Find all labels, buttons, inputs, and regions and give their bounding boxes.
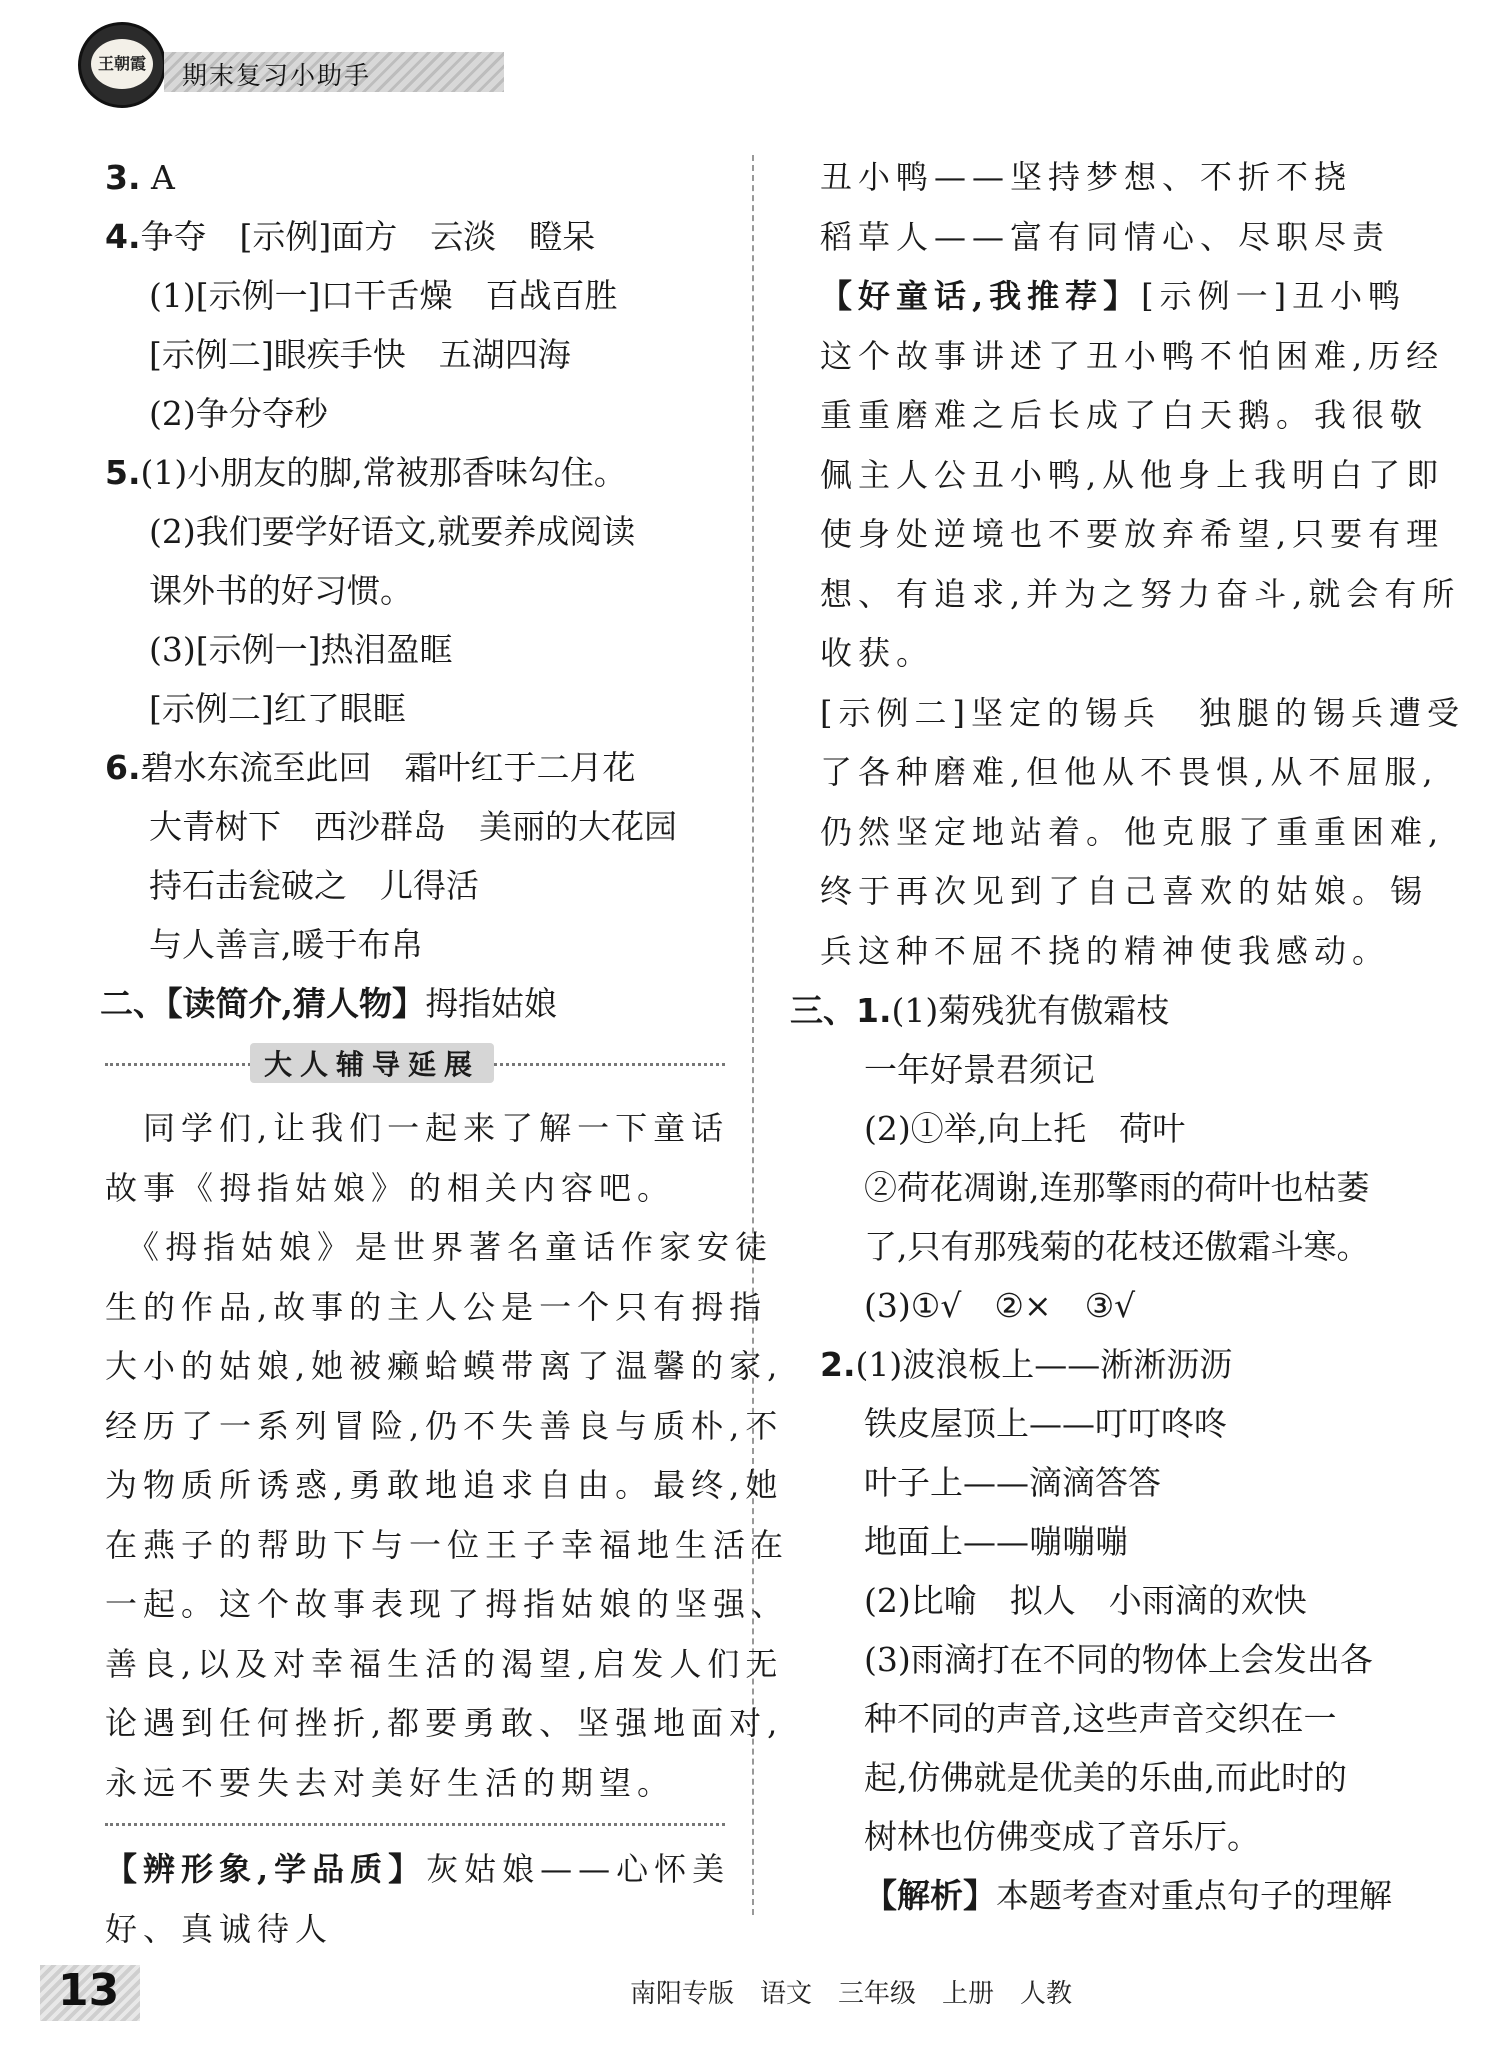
section-3-line: (3)①√ ②× ③√ [864,1286,1136,1325]
answer-2-line: 起,仿佛就是优美的乐曲,而此时的 [864,1758,1347,1797]
answer-2-line: (3)雨滴打在不同的物体上会发出各 [864,1640,1373,1679]
answer-5-line: [示例二]红了眼眶 [149,689,406,728]
answer-2-line: 地面上——嘣嘣嘣 [864,1522,1128,1561]
section-3-line: 了,只有那残菊的花枝还傲霜斗寒。 [864,1227,1370,1266]
left-column [100,148,790,1959]
paragraph-line: 《拇指姑娘》是世界著名童话作家安徒 [105,1228,774,1266]
section-3-line: 一年好景君须记 [864,1050,1095,1089]
bianxing-line: 【辨形象,学品质】灰姑娘——心怀美 [105,1850,731,1888]
paragraph-line: 终于再次见到了自己喜欢的姑娘。锡 [820,872,1429,910]
paragraph-line: [示例二]坚定的锡兵 独腿的锡兵遭受 [820,693,1465,732]
section-2: 二、【读简介,猜人物】拇指姑娘 [100,984,557,1023]
header-title: 期末复习小助手 [182,61,372,90]
bianxing-block [105,1840,731,1959]
trait-line: 丑小鸭——坚持梦想、不折不挠 [820,158,1353,196]
paragraph-line: 论遇到任何挫折,都要勇敢、坚强地面对, [105,1704,784,1742]
answer-4: 4.争夺 [示例]面方 云淡 瞪呆 [105,217,596,256]
paragraph-line: 生的作品,故事的主人公是一个只有拇指 [105,1287,768,1326]
bianxing-cont: 好、真诚待人 [105,1909,334,1948]
jiexi-line: 【解析】本题考查对重点句子的理解 [864,1876,1392,1915]
paragraph-line: 故事《拇指姑娘》的相关内容吧。 [105,1168,676,1207]
paragraph-line: 想、有追求,并为之努力奋斗,就会有所 [820,574,1461,613]
answer-3: 3. A [105,158,175,197]
answer-6-line: 与人善言,暖于布帛 [149,925,424,964]
answer-6-line: 持石击瓮破之 儿得活 [149,866,479,905]
answer-2-line: (2)比喻 拟人 小雨滴的欢快 [864,1581,1307,1620]
header-banner [164,52,504,92]
paragraph-line: 永远不要失去对美好生活的期望。 [105,1763,676,1802]
paragraph-line: 在燕子的帮助下与一位王子幸福地生活在 [105,1525,790,1564]
answer-5: 5.(1)小朋友的脚,常被那香味勾住。 [105,453,627,492]
character-traits [820,148,1465,981]
page-footer [0,1965,1511,2025]
paragraph-line: 收获。 [820,634,935,672]
paragraph-line: 善良,以及对幸福生活的渴望,启发人们无 [105,1644,784,1683]
paragraph-line: 重重磨难之后长成了白天鹅。我很敬 [820,396,1429,434]
answer-4-line: (2)争分夺秒 [149,394,328,433]
paragraph-line: 佩主人公丑小鸭,从他身上我明白了即 [820,455,1445,494]
answer-2-line: 种不同的声音,这些声音交织在一 [864,1699,1337,1738]
page-number: 13 [58,1965,120,2016]
answer-2: 2.(1)波浪板上——淅淅沥沥 [820,1345,1233,1384]
footer-edition-text: 南阳专版 语文 三年级 上册 人教 [630,1979,1073,2009]
answer-2-line: 叶子上——滴滴答答 [864,1463,1161,1502]
answer-2-line: 树林也仿佛变成了音乐厅。 [864,1817,1260,1856]
answer-6-line: 大青树下 西沙群岛 美丽的大花园 [149,807,677,846]
answer-5-line: 课外书的好习惯。 [149,571,413,610]
trait-line: 稻草人——富有同情心、尽职尽责 [820,217,1391,256]
answer-4-line: (1)[示例一]口干舌燥 百战百胜 [149,276,618,315]
section-3-line: ②荷花凋谢,连那擎雨的荷叶也枯萎 [864,1168,1370,1207]
tuijian-line: 【好童话,我推荐】[示例一]丑小鸭 [820,277,1407,315]
publisher-logo [78,22,166,108]
paragraph-line: 兵这种不屈不挠的精神使我感动。 [820,931,1391,970]
answer-5-line: (3)[示例一]热泪盈眶 [149,630,453,669]
answer-2-line: 铁皮屋顶上——叮叮咚咚 [864,1404,1227,1443]
box-bottom-rule [105,1823,725,1826]
paragraph-line: 大小的姑娘,她被癞蛤蟆带离了温馨的家, [105,1347,784,1385]
answer-5-line: (2)我们要学好语文,就要养成阅读 [149,512,636,551]
paragraph-line: 为物质所诱惑,勇敢地追求自由。最终,她 [105,1466,784,1504]
paragraph-line: 这个故事讲述了丑小鸭不怕困难,历经 [820,336,1445,375]
paragraph-line: 经历了一系列冒险,仍不失善良与质朴,不 [105,1406,784,1445]
guidance-box-title: 大人辅导延展 [105,1035,725,1091]
logo-text: 王朝霞 [91,39,153,89]
right-column [790,148,1465,1925]
answer-6: 6.碧水东流至此回 霜叶红于二月花 [105,748,636,787]
page-number-badge [40,1965,140,2021]
section-3-line: (2)①举,向上托 荷叶 [864,1109,1186,1148]
paragraph-line: 同学们,让我们一起来了解一下童话 [105,1109,730,1147]
guidance-paragraph [105,1099,790,1813]
page-header [78,22,458,108]
section-3: 三、1.(1)菊残犹有傲霜枝 [790,991,1170,1030]
paragraph-line: 仍然坚定地站着。他克服了重重困难, [820,812,1445,851]
paragraph-line: 使身处逆境也不要放弃希望,只要有理 [820,515,1445,553]
paragraph-line: 一起。这个故事表现了拇指姑娘的坚强、 [105,1585,790,1623]
answer-4-line: [示例二]眼疾手快 五湖四海 [149,335,571,374]
paragraph-line: 了各种磨难,但他从不畏惧,从不屈服, [820,753,1439,791]
